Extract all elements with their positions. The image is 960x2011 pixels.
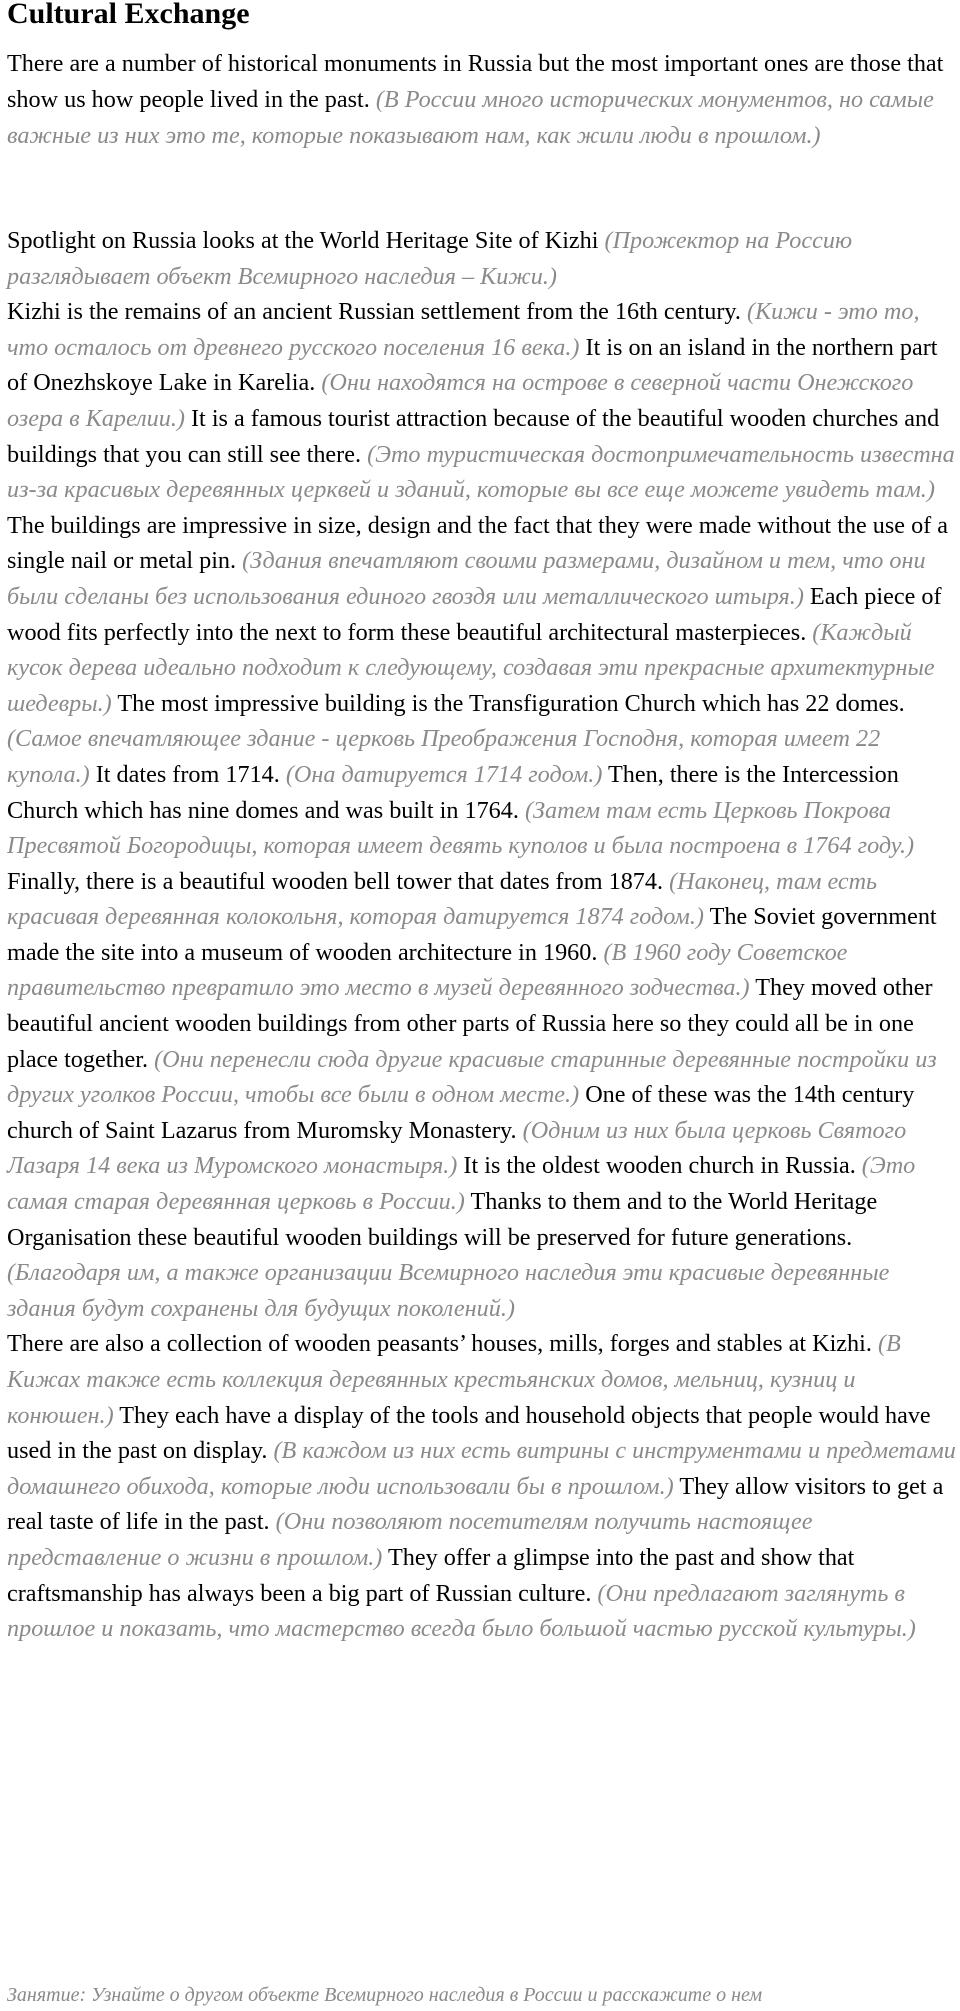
paragraph-spotlight bbox=[7, 223, 957, 294]
sentence-russian: (Это самая старая деревянная церковь в России.) bbox=[7, 1152, 916, 1216]
sentence-english: The most impressive building is the Transfiguration Church which has 22 domes. bbox=[117, 689, 905, 717]
sentence-russian: (Каждый кусок дерева идеально подходит к следующему, создавая эти прекрасные архитектурные шедевры.) bbox=[7, 618, 935, 717]
sentence-russian: (Они находятся на острове в северной части Онежского озера в Карелии.) bbox=[7, 369, 914, 432]
sentence-russian: (Затем там есть Церковь Покрова Пресвятой Богородицы, которая имеет девять куполов и была построена в 1764 году.) bbox=[7, 796, 915, 860]
sentence-english: One of these was the 14th century church of Saint Lazarus from Muromsky Monastery. bbox=[7, 1081, 915, 1144]
sentence-russian: (Здания впечатляют своими размерами, дизайном и тем, что они были сделаны без использования единого гвоздя или металлического штыря.) bbox=[7, 547, 926, 610]
sentence-english: They moved other beautiful ancient wooden buildings from other parts of Russia here so they could all be in one place together. bbox=[7, 974, 933, 1073]
sentence-english: Thanks to them and to the World Heritage Organisation these beautiful wooden buildings will be preserved for future generations. bbox=[7, 1188, 878, 1251]
intro-paragraph bbox=[7, 46, 957, 153]
sentence-russian: (Она датируется 1714 годом.) bbox=[285, 760, 603, 788]
sentence-russian: (Это туристическая достопримечательность известна из-за красивых деревянных церквей и зданий, которые вы все еще можете увидеть там.) bbox=[7, 440, 955, 504]
sentence-english: It is the oldest wooden church in Russia. bbox=[463, 1152, 856, 1180]
paragraph-peasant-houses bbox=[7, 1326, 957, 1646]
sentence-russian: (Благодаря им, а также организации Всемирного наследия эти красивые деревянные здания будут сохранены для будущих поколений.) bbox=[7, 1259, 890, 1322]
sentence-english: The buildings are impressive in size, design and the fact that they were made without the use of a single nail or metal pin. bbox=[7, 511, 949, 575]
sentence-russian: (В каждом из них есть витрины с инструментами и предметами домашнего обихода, которые люди использовали бы в прошлом.) bbox=[7, 1437, 956, 1500]
sentence-english: It is a famous tourist attraction because of the beautiful wooden churches and buildings that you can still see there. bbox=[7, 404, 940, 468]
sentence-russian: (Наконец, там есть красивая деревянная колокольня, которая датируется 1874 годом.) bbox=[7, 867, 878, 931]
sentence-english: It dates from 1714. bbox=[95, 760, 280, 788]
sentence-english: They each have a display of the tools and household objects that people would have used in the past on display. bbox=[7, 1401, 931, 1465]
sentence-russian: (Кижи - это то, что осталось от древнего русского поселения 16 века.) bbox=[7, 298, 920, 361]
article-body bbox=[7, 223, 957, 1647]
paragraph-buildings bbox=[7, 508, 957, 1327]
sentence-russian: (В 1960 году Советское правительство превратило это место в музей деревянного зодчества.) bbox=[7, 938, 848, 1002]
sentence-russian: (Они предлагают заглянуть в прошлое и показать, что мастерство всегда было большой частью русской культуры.) bbox=[7, 1579, 916, 1643]
intro-english: There are a number of historical monuments in Russia but the most important ones are those that show us how people lived in the past. bbox=[7, 50, 944, 113]
sentence-russian: (В Кижах также есть коллекция деревянных крестьянских домов, мельниц, кузниц и конюшен.) bbox=[7, 1330, 901, 1429]
sentence-russian: (Они перенесли сюда другие красивые старинные деревянные постройки из других уголков России, чтобы все были в одном месте.) bbox=[7, 1045, 937, 1109]
sentence-english: There are also a collection of wooden peasants’ houses, mills, forges and stables at Kizhi. bbox=[7, 1330, 872, 1358]
sentence-english: Spotlight on Russia looks at the World Heritage Site of Kizhi bbox=[7, 227, 599, 254]
sentence-english: Each piece of wood fits perfectly into the next to form these beautiful architectural masterpieces. bbox=[7, 582, 942, 646]
page-title: Cultural Exchange bbox=[7, 0, 250, 30]
sentence-russian: (Прожектор на Россию разглядывает объект Всемирного наследия – Кижи.) bbox=[7, 227, 853, 290]
intro-russian: (В России много исторических монументов, но самые важные из них это те, которые показывают нам, как жили люди в прошлом.) bbox=[7, 85, 934, 149]
sentence-english: Then, there is the Intercession Church which has nine domes and was built in 1764. bbox=[7, 760, 899, 824]
sentence-english: They allow visitors to get a real taste of life in the past. bbox=[7, 1472, 944, 1536]
sentence-english: The Soviet government made the site into a museum of wooden architecture in 1960. bbox=[7, 903, 937, 966]
sentence-english: Kizhi is the remains of an ancient Russian settlement from the 16th century. bbox=[7, 298, 741, 326]
sentence-english: It is on an island in the northern part of Onezhskoye Lake in Karelia. bbox=[7, 333, 938, 397]
sentence-russian: (Они позволяют посетителям получить настоящее представление о жизни в прошлом.) bbox=[7, 1508, 813, 1571]
sentence-russian: (Одним из них была церковь Святого Лазаря 14 века из Муромского монастыря.) bbox=[7, 1116, 907, 1180]
paragraph-kizhi-intro bbox=[7, 294, 957, 508]
sentence-english: Finally, there is a beautiful wooden bell tower that dates from 1874. bbox=[7, 867, 664, 895]
sentence-english: They offer a glimpse into the past and show that craftsmanship has always been a big part of Russian culture. bbox=[7, 1543, 855, 1607]
sentence-russian: (Самое впечатляющее здание - церковь Преображения Господня, которая имеет 22 купола.) bbox=[7, 725, 881, 788]
assignment-task: Занятие: Узнайте о другом объекте Всемирного наследия в России и расскажите о нем bbox=[7, 1984, 763, 2006]
